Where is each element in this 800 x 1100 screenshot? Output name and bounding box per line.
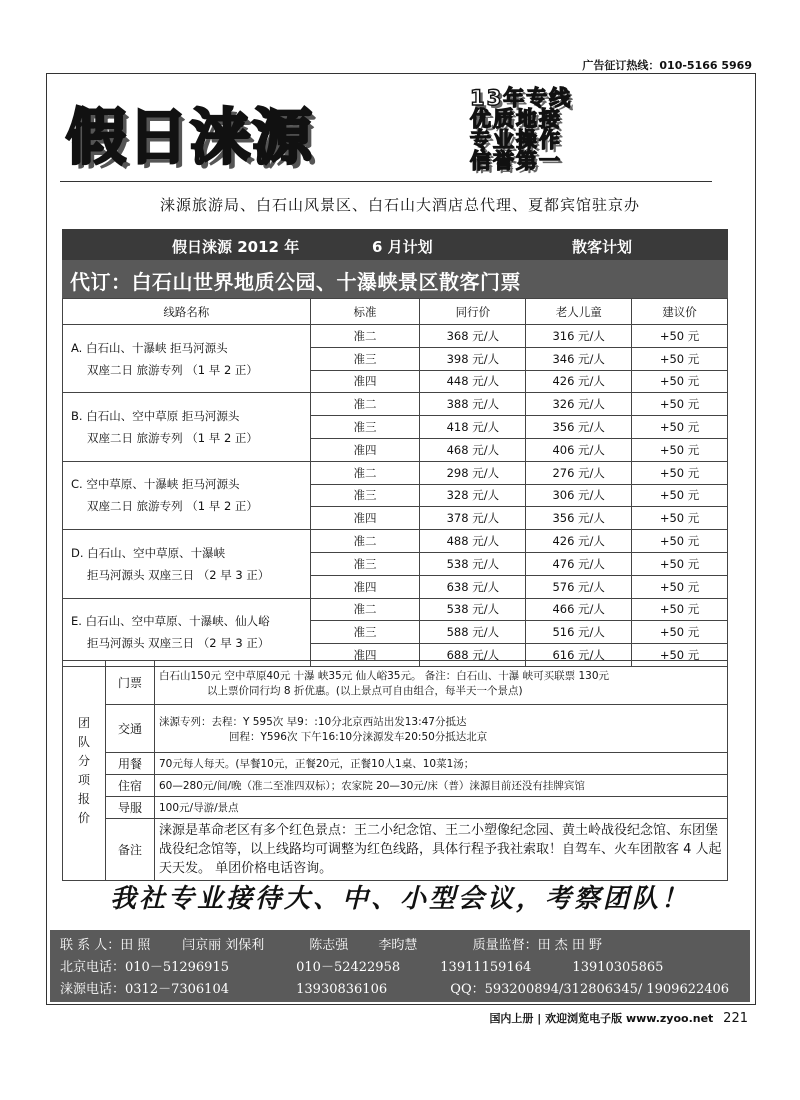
table-cell: +50 元 bbox=[632, 461, 728, 484]
divider bbox=[60, 181, 712, 182]
table-cell: 276 元/人 bbox=[526, 461, 632, 484]
plan-year: 假日涞源 2012 年 bbox=[172, 238, 300, 256]
table-cell: 388 元/人 bbox=[420, 393, 526, 416]
page-number: 221 bbox=[723, 1011, 748, 1026]
quote-detail bbox=[155, 753, 728, 775]
table-cell: +50 元 bbox=[632, 507, 728, 530]
quote-line: 涞源专列：去程：Y 595次 早9：:10分北京西站出发13:47分抵达 bbox=[159, 715, 467, 728]
contact-row-beijing bbox=[60, 956, 663, 975]
plan-header bbox=[62, 229, 728, 260]
quote-line: 60—280元/间/晚（准二至准四双标）；农家院 20—30元/床（普）涞源目前还没有挂牌宾馆 bbox=[159, 780, 585, 792]
quote-row bbox=[63, 705, 728, 753]
table-row bbox=[63, 393, 728, 416]
table-cell: +50 元 bbox=[632, 347, 728, 370]
route-line: E. 白石山、空中草原、十瀑峡、仙人峪 bbox=[71, 614, 270, 629]
side-char: 队 bbox=[77, 734, 90, 749]
table-cell: 398 元/人 bbox=[420, 347, 526, 370]
table-cell: +50 元 bbox=[632, 598, 728, 621]
table-cell: 426 元/人 bbox=[526, 370, 632, 393]
table-cell: 准二 bbox=[310, 530, 420, 553]
table-cell: 准二 bbox=[310, 598, 420, 621]
table-cell: 准三 bbox=[310, 484, 420, 507]
table-cell: 378 元/人 bbox=[420, 507, 526, 530]
side-text bbox=[67, 714, 101, 828]
table-cell: 准二 bbox=[310, 393, 420, 416]
quote-detail bbox=[155, 661, 728, 705]
contact-text: 13911159164 bbox=[440, 960, 532, 975]
contact-text: 北京电话：010－51296915 bbox=[60, 960, 229, 975]
slogan-block bbox=[470, 88, 572, 172]
table-cell: 468 元/人 bbox=[420, 438, 526, 461]
contact-text: 联 系 人：田 照 bbox=[60, 938, 151, 953]
col-header: 老人儿童 bbox=[526, 299, 632, 325]
route-line: D. 白石山、空中草原、十瀑峡 bbox=[71, 545, 226, 560]
table-header-row bbox=[63, 299, 728, 325]
table-cell: 316 元/人 bbox=[526, 325, 632, 348]
brand-title: 假日涞源 bbox=[66, 103, 314, 173]
table-cell: +50 元 bbox=[632, 325, 728, 348]
table-cell: 准三 bbox=[310, 416, 420, 439]
table-cell: 368 元/人 bbox=[420, 325, 526, 348]
side-char: 团 bbox=[77, 715, 90, 730]
route-line: B. 白石山、空中草原 拒马河源头 bbox=[71, 409, 240, 424]
footer-text: 国内上册 | 欢迎浏览电子版 www.zyoo.net bbox=[489, 1012, 714, 1025]
table-cell: 346 元/人 bbox=[526, 347, 632, 370]
table-cell: 准四 bbox=[310, 575, 420, 598]
quote-category: 备注 bbox=[106, 819, 155, 881]
route-name bbox=[63, 598, 311, 666]
quote-line: 涞源是革命老区有多个红色景点：王二小纪念馆、王二小塑像纪念园、黄土岭战役纪念馆、东团堡战役纪念馆等，以上线路均可调整为红色线路，具体行程予我社索取！自驾车、火车团散客 4 人起天天发。 单团价格电话咨询。 bbox=[159, 823, 722, 876]
table-cell: +50 元 bbox=[632, 575, 728, 598]
table-cell: 准四 bbox=[310, 507, 420, 530]
route-line: 双座二日 旅游专列 （1 早 2 正） bbox=[87, 431, 258, 446]
side-char: 分 bbox=[77, 753, 90, 768]
contact-text: 李昀慧 bbox=[378, 938, 418, 953]
table-cell: +50 元 bbox=[632, 552, 728, 575]
table-row bbox=[63, 530, 728, 553]
quote-detail bbox=[155, 819, 728, 881]
side-char: 价 bbox=[77, 810, 90, 825]
table-cell: 516 元/人 bbox=[526, 621, 632, 644]
table-cell: 688 元/人 bbox=[420, 644, 526, 667]
contact-text: 质量监督：田 杰 田 野 bbox=[472, 938, 602, 953]
quote-row bbox=[63, 775, 728, 797]
table-cell: 准四 bbox=[310, 370, 420, 393]
quote-category: 用餐 bbox=[106, 753, 155, 775]
ad-hotline: 广告征订热线：010-5166 5969 bbox=[582, 59, 752, 72]
route-line: 双座二日 旅游专列 （1 早 2 正） bbox=[87, 499, 258, 514]
group-quote-table bbox=[62, 660, 728, 881]
quote-row bbox=[63, 819, 728, 881]
agency-line: 涞源旅游局、白石山风景区、白石山大酒店总代理、夏都宾馆驻京办 bbox=[159, 196, 640, 214]
slogan-line: 信誉第一 bbox=[470, 149, 562, 173]
table-cell: 准四 bbox=[310, 644, 420, 667]
table-cell: 准二 bbox=[310, 325, 420, 348]
table-cell: 448 元/人 bbox=[420, 370, 526, 393]
quote-category: 住宿 bbox=[106, 775, 155, 797]
contact-text: 010－52422958 bbox=[296, 960, 401, 975]
subtitle: 代订：白石山世界地质公园、十瀑峡景区散客门票 bbox=[70, 270, 521, 294]
routes-table bbox=[62, 298, 728, 667]
table-cell: 326 元/人 bbox=[526, 393, 632, 416]
table-cell: 638 元/人 bbox=[420, 575, 526, 598]
route-name bbox=[63, 393, 311, 461]
table-row bbox=[63, 461, 728, 484]
route-line: 拒马河源头 双座三日 （2 早 3 正） bbox=[87, 636, 270, 651]
table-cell: 426 元/人 bbox=[526, 530, 632, 553]
table-cell: +50 元 bbox=[632, 621, 728, 644]
quote-row bbox=[63, 753, 728, 775]
table-cell: 356 元/人 bbox=[526, 416, 632, 439]
table-cell: 准三 bbox=[310, 621, 420, 644]
table-cell: 488 元/人 bbox=[420, 530, 526, 553]
quote-line: 100元/导游/景点 bbox=[159, 802, 239, 814]
contact-text: 闫京丽 刘保利 bbox=[182, 938, 265, 953]
side-char: 项 bbox=[77, 772, 90, 787]
quote-row bbox=[63, 661, 728, 705]
table-cell: 538 元/人 bbox=[420, 598, 526, 621]
table-cell: 准三 bbox=[310, 552, 420, 575]
table-cell: 616 元/人 bbox=[526, 644, 632, 667]
contact-text: 陈志强 bbox=[309, 938, 349, 953]
quote-detail bbox=[155, 797, 728, 819]
table-cell: 538 元/人 bbox=[420, 552, 526, 575]
table-cell: 406 元/人 bbox=[526, 438, 632, 461]
table-cell: 328 元/人 bbox=[420, 484, 526, 507]
route-name bbox=[63, 461, 311, 529]
table-cell: 576 元/人 bbox=[526, 575, 632, 598]
quote-category: 门票 bbox=[106, 661, 155, 705]
table-cell: 准四 bbox=[310, 438, 420, 461]
quote-line: 白石山150元 空中草原40元 十瀑 峡35元 仙人峪35元。 备注：白石山、十瀑 峡可买联票 130元 bbox=[159, 669, 610, 682]
table-cell: 418 元/人 bbox=[420, 416, 526, 439]
route-line: 双座二日 旅游专列 （1 早 2 正） bbox=[87, 362, 258, 377]
footer bbox=[489, 1010, 748, 1026]
contact-text: 13910305865 bbox=[572, 960, 664, 975]
route-line: A. 白石山、十瀑峡 拒马河源头 bbox=[71, 340, 228, 355]
col-header: 建议价 bbox=[632, 299, 728, 325]
table-row bbox=[63, 325, 728, 348]
contact-text: QQ：593200894/312806345/ 1909622406 bbox=[450, 982, 730, 997]
table-cell: 466 元/人 bbox=[526, 598, 632, 621]
table-cell: +50 元 bbox=[632, 393, 728, 416]
table-cell: +50 元 bbox=[632, 644, 728, 667]
col-header: 线路名称 bbox=[63, 299, 311, 325]
contact-row-names bbox=[60, 934, 602, 953]
route-line: 拒马河源头 双座三日 （2 早 3 正） bbox=[87, 567, 270, 582]
table-cell: 准二 bbox=[310, 461, 420, 484]
table-cell: +50 元 bbox=[632, 370, 728, 393]
meeting-slogan: 我社专业接待大、中、小型会议，考察团队！ bbox=[109, 884, 690, 914]
slogan-line: 专业操作 bbox=[470, 128, 562, 152]
table-cell: 356 元/人 bbox=[526, 507, 632, 530]
plan-month: 6 月计划 bbox=[372, 238, 433, 256]
table-cell: +50 元 bbox=[632, 484, 728, 507]
contact-row-laiyuan bbox=[60, 978, 729, 997]
contact-text: 13930836106 bbox=[296, 982, 388, 997]
route-name bbox=[63, 325, 311, 393]
table-cell: +50 元 bbox=[632, 530, 728, 553]
quote-category: 交通 bbox=[106, 705, 155, 753]
quote-detail bbox=[155, 775, 728, 797]
table-cell: 准三 bbox=[310, 347, 420, 370]
col-header: 同行价 bbox=[420, 299, 526, 325]
quote-row bbox=[63, 797, 728, 819]
quote-detail bbox=[155, 705, 728, 753]
slogan-line: 优质地接 bbox=[470, 107, 562, 131]
table-row bbox=[63, 598, 728, 621]
table-cell: +50 元 bbox=[632, 416, 728, 439]
route-line: C. 空中草原、十瀑峡 拒马河源头 bbox=[71, 477, 240, 492]
contact-text: 涞源电话：0312－7306104 bbox=[60, 982, 229, 997]
group-side-label bbox=[63, 661, 106, 881]
subtitle-bar bbox=[62, 260, 728, 298]
quote-line: 以上票价同行均 8 折优惠。(以上景点可自由组合，每半天一个景点) bbox=[207, 684, 523, 697]
table-cell: 306 元/人 bbox=[526, 484, 632, 507]
col-header: 标准 bbox=[310, 299, 420, 325]
table-cell: +50 元 bbox=[632, 438, 728, 461]
table-cell: 476 元/人 bbox=[526, 552, 632, 575]
route-name bbox=[63, 530, 311, 598]
plan-type: 散客计划 bbox=[572, 238, 633, 256]
quote-line: 回程：Y596次 下午16:10分涞源发车20:50分抵达北京 bbox=[229, 730, 488, 743]
quote-line: 70元每人每天。(早餐10元，正餐20元，正餐10人1桌、10菜1汤； bbox=[159, 758, 475, 770]
contact-box bbox=[50, 930, 750, 1002]
table-cell: 588 元/人 bbox=[420, 621, 526, 644]
slogan-line: 13年专线 bbox=[470, 86, 573, 110]
side-char: 报 bbox=[77, 791, 90, 806]
table-cell: 298 元/人 bbox=[420, 461, 526, 484]
quote-category: 导服 bbox=[106, 797, 155, 819]
